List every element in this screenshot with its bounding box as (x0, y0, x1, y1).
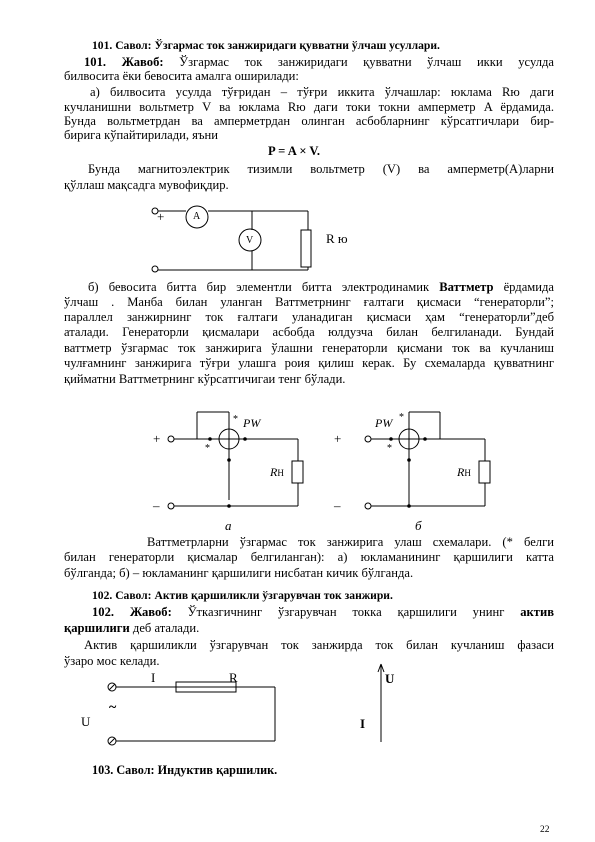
answer-101-text: Ўзгармас ток занжиридаги қувватни ўлчаш икки усулда (179, 55, 554, 69)
p4-line-7: қийматни Ваттметрнинг кўрсатгичигаи тенг бўлади. (64, 372, 346, 386)
caption-line-3: бўлганда; б) – юкламанинг қаршилиги нисбатан кичик бўлганда. (64, 566, 414, 580)
ac-symbol: ~ (109, 700, 117, 715)
b-load-label (457, 465, 471, 480)
a-star-2: * (205, 443, 210, 454)
p2-line-3: Бунда вольтметрдан ва амперметрдан олинган асбобларнинг кўрсатгичлари бир- (64, 114, 554, 128)
p4-text-post: ёрдамида (503, 280, 555, 294)
wattmeter-b-circle (399, 429, 419, 449)
b-meter-label: PW (375, 416, 393, 430)
source-terminal-top (108, 683, 116, 691)
question-101-heading: 101. Савол: Ўзгармас ток занжиридаги қувватни ўлчаш усуллари. (92, 39, 440, 52)
current-label: I (151, 670, 156, 685)
answer-101-label: 101. Жавоб: (84, 55, 164, 69)
p2-line-2: кучланишни вольтметр V ва юклама Rю даги токи токни амперметр A ёрдамида. (64, 100, 554, 114)
ammeter-label: A (193, 211, 201, 222)
b-star-2: * (387, 443, 392, 454)
wattmeter-a-circle (219, 429, 239, 449)
load-a (292, 461, 303, 483)
p2-line-4: бирига кўпайтирилади, яъни (64, 128, 218, 142)
p4-line-5: ваттметр ўзгармас ток занжирига ўлашни генераторли қисмани ток ва кучланиш (64, 341, 554, 355)
question-103-heading: 103. Савол: Индуктив қаршилик. (92, 763, 278, 777)
a-plus: + (153, 431, 161, 446)
plus-sign: + (157, 209, 165, 224)
vector-i-label: I (360, 716, 366, 731)
power-formula: P = A × V. (268, 144, 321, 158)
resistor (176, 682, 236, 692)
load-label: R ю (326, 231, 348, 246)
answer-102-text: Ўтказгичнинг ўзгарувчан токка қаршилиги унинг (187, 605, 505, 619)
resistance-term: қаршилиги (64, 621, 130, 635)
scheme-label-a: а (225, 518, 232, 533)
a-meter-label: PW (243, 416, 261, 430)
p4-line-2: ўлчаш . Манба билан уланган Ваттметрнинг ғалтаги қисмаси “генераторли”; (64, 295, 554, 309)
answer-102-line-1 (92, 605, 554, 619)
b-load-sub: H (464, 468, 471, 478)
p2-line-1: а) билвосита усулда тўғридан – тўғри иккита ўлчашлар: юклама Rю даги (90, 85, 554, 99)
scheme-label-b: б (415, 518, 422, 533)
p4-line-6: чулғамнинг занжирига тўғри улашга роия қилиш керак. Бу схемаларда қувватнинг (64, 356, 554, 370)
question-102-heading: 102. Савол: Актив қаршиликли ўзгарувчан ток занжири. (92, 589, 393, 602)
vector-u-label: U (385, 671, 395, 686)
terminal-bottom (152, 266, 158, 272)
p102-line-1: Актив қаршиликли ўзгарувчан ток занжирда ток билан кучланиш фазаси (84, 638, 554, 652)
p102-line-2: ўзаро мос келади. (64, 654, 160, 668)
answer-102-label: 102. Жавоб: (92, 605, 172, 619)
a-star-1: * (233, 414, 238, 425)
wattmeter-term: Ваттметр (439, 280, 494, 294)
a-load-label (270, 465, 284, 480)
page-number: 22 (540, 825, 550, 835)
voltmeter-label: V (246, 235, 254, 246)
a-load-sub: H (277, 468, 284, 478)
active-term: актив (520, 605, 554, 619)
answer-102-text-2: деб аталади. (132, 621, 200, 635)
p4-line-3: параллел занжирнинг ток ғалтаги уланадиган қисмаси ҳам “генераторли”деб (64, 310, 554, 324)
p4-line-1 (88, 280, 554, 294)
b-star-1: * (399, 412, 404, 423)
b-minus: – (334, 498, 341, 513)
answer-101-line-1 (84, 55, 554, 69)
caption-line-2: билан генераторли қисмалар белгиланган): а) юкламанининг қаршилиги катта (64, 550, 554, 564)
p3-line-2: қўллаш мақсадга мувофиқдир. (64, 178, 229, 192)
a-minus: – (153, 498, 160, 513)
answer-102-line-2 (64, 621, 595, 635)
source-terminal-bottom (108, 737, 116, 745)
b-load-r: R (457, 465, 465, 479)
b-plus: + (334, 431, 342, 446)
a-load-r: R (270, 465, 278, 479)
resistor-label: R (229, 670, 238, 685)
p4-text-pre: б) бевосита битта бир элементли битта электродинамик (88, 280, 430, 294)
load-b (479, 461, 490, 483)
caption-line-1: Ваттметрларни ўзгармас ток занжирига улаш схемалари. (* белги (147, 535, 554, 549)
p4-line-4: аталади. Генераторли қисмалари асбобда юлдузча билан белгиланади. Бундай (64, 325, 554, 339)
answer-101-line-2: билвосита ёки бевосита амалга оширилади: (64, 69, 299, 83)
source-voltage-label: U (81, 714, 91, 729)
p3-line-1: Бунда магнитоэлектрик тизимли вольтметр (V) ва амперметр(A)ларни (88, 162, 554, 176)
load-resistor (301, 230, 311, 267)
